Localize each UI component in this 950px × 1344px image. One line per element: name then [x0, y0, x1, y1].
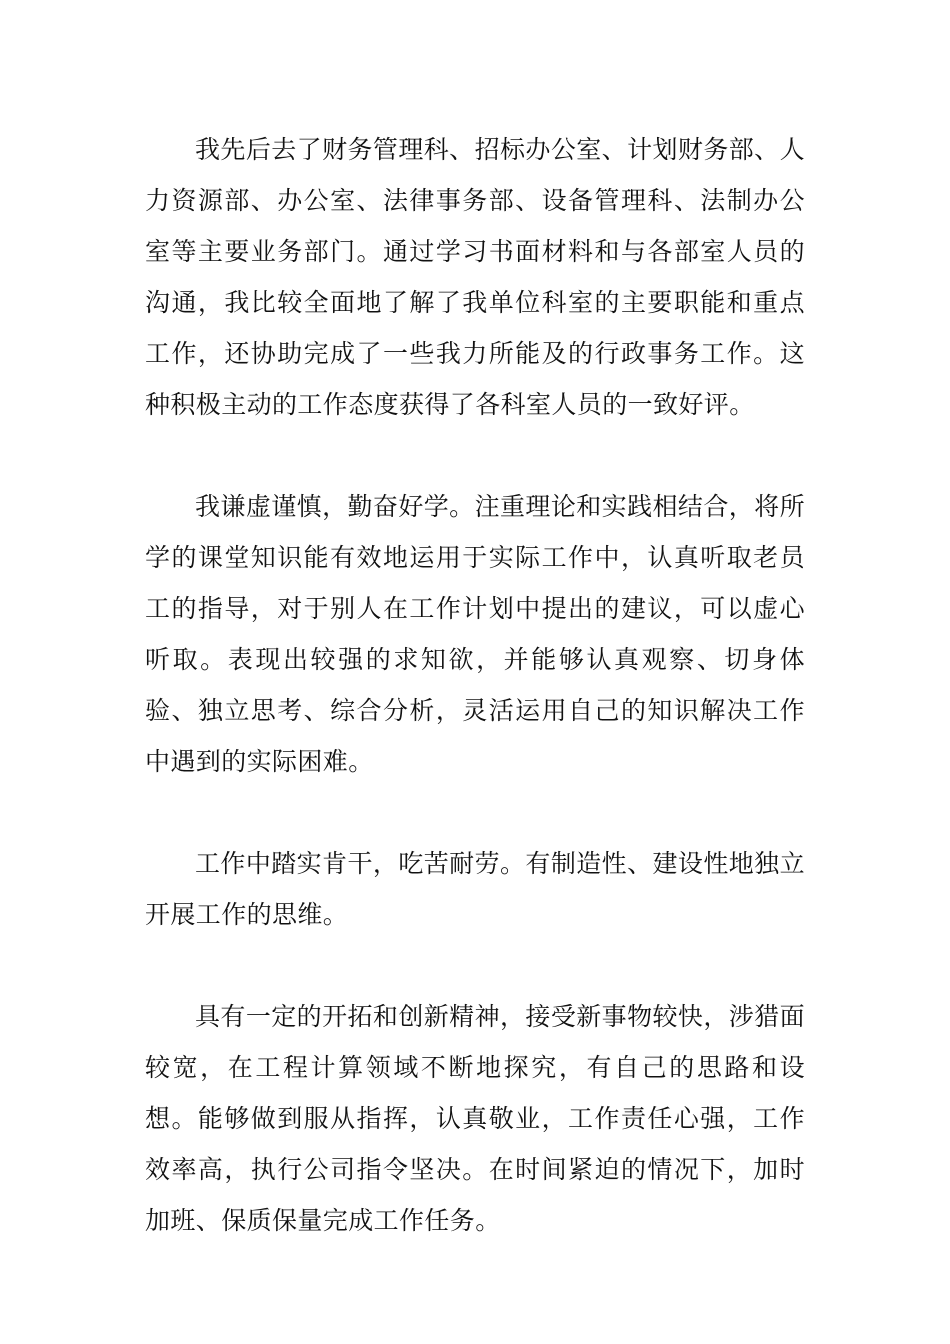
paragraph-4: 具有一定的开拓和创新精神，接受新事物较快，涉猎面较宽，在工程计算领域不断地探究，有自己的思路和设想。能够做到服从指挥，认真敬业，工作责任心强，工作效率高，执行公司指令坚决。在时间紧迫的情况下，加时加班、保质保量完成工作任务。 — [145, 1002, 805, 1235]
paragraph-spacer — [145, 430, 805, 481]
paragraph-spacer — [145, 940, 805, 991]
paragraph-2: 我谦虚谨慎，勤奋好学。注重理论和实践相结合，将所学的课堂知识能有效地运用于实际工作中，认真听取老员工的指导，对于别人在工作计划中提出的建议，可以虚心听取。表现出较强的求知欲，并能够认真观察、切身体验、独立思考、综合分析，灵活运用自己的知识解决工作中遇到的实际困难。 — [145, 492, 805, 776]
paragraph-spacer — [145, 787, 805, 838]
document-body — [145, 124, 805, 1246]
paragraph-1: 我先后去了财务管理科、招标办公室、计划财务部、人力资源部、办公室、法律事务部、设备管理科、法制办公室等主要业务部门。通过学习书面材料和与各部室人员的沟通，我比较全面地了解了我单位科室的主要职能和重点工作，还协助完成了一些我力所能及的行政事务工作。这种积极主动的工作态度获得了各科室人员的一致好评。 — [145, 135, 805, 419]
paragraph-3: 工作中踏实肯干，吃苦耐劳。有制造性、建设性地独立开展工作的思维。 — [145, 849, 805, 929]
